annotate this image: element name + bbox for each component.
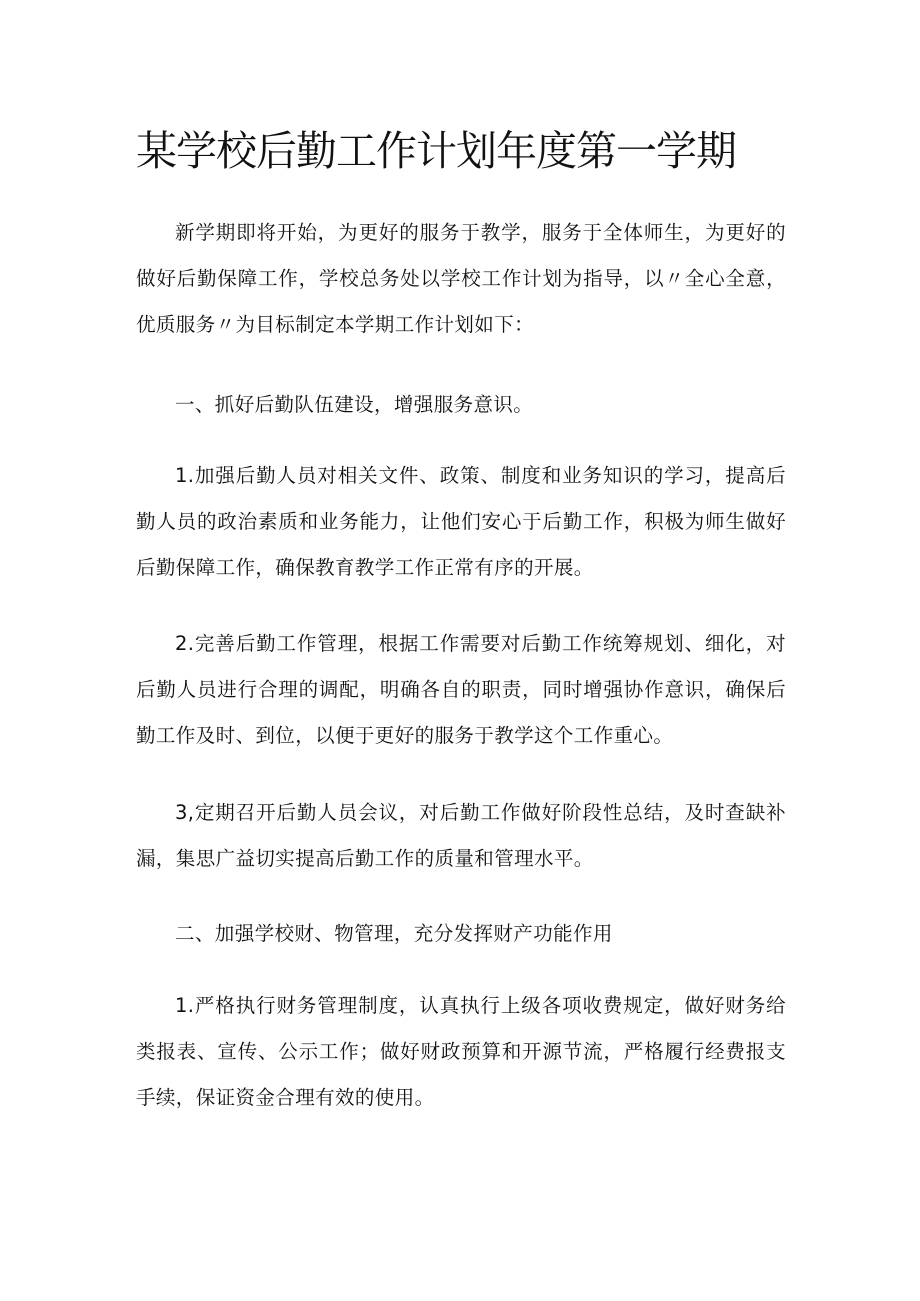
section-1-item-1: 1.加强后勤人员对相关文件、政策、制度和业务知识的学习，提高后勤人员的政治素质和业务能力，让他们安心于后勤工作，积极为师生做好后勤保障工作，确保教育教学工作正常有序的开展。 (136, 464, 786, 579)
intro-paragraph: 新学期即将开始，为更好的服务于教学，服务于全体师生，为更好的做好后勤保障工作，学校总务处以学校工作计划为指导，以〃全心全意，优质服务〃为目标制定本学期工作计划如下： (136, 221, 786, 336)
section-1-item-2: 2.完善后勤工作管理，根据工作需要对后勤工作统筹规划、细化，对后勤人员进行合理的调配，明确各自的职责，同时增强协作意识，确保后勤工作及时、到位，以便于更好的服务于教学这个工作重心。 (136, 632, 786, 747)
section-2-heading: 二、加强学校财、物管理，充分发挥财产功能作用 (175, 922, 613, 945)
section-1-heading: 一、抓好后勤队伍建设，增强服务意识。 (175, 393, 534, 416)
section-2-item-1: 1.严格执行财务管理制度，认真执行上级各项收费规定，做好财务给类报表、宣传、公示工作；做好财政预算和开源节流，严格履行经费报支手续，保证资金合理有效的使用。 (136, 994, 786, 1109)
document-title: 某学校后勤工作计划年度第一学期 (136, 127, 736, 175)
section-1-item-3: 3,定期召开后勤人员会议，对后勤工作做好阶段性总结，及时查缺补漏，集思广益切实提高后勤工作的质量和管理水平。 (136, 801, 786, 870)
